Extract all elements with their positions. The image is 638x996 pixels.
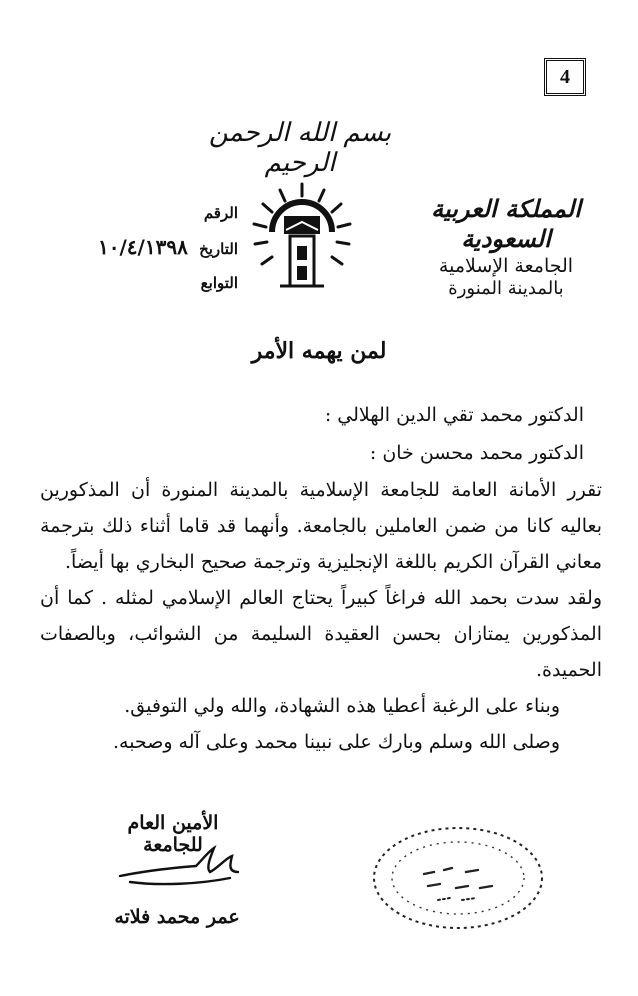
page-number-box	[544, 58, 586, 96]
reference-label: الرقم	[203, 204, 238, 222]
date-label: التاريخ	[199, 240, 238, 258]
date-value: ١٠/٤/١٣٩٨	[98, 235, 188, 259]
reference-block	[48, 196, 238, 300]
signatory-name: عمر محمد فلاته	[114, 906, 240, 928]
letterhead	[406, 194, 606, 300]
paragraph-2: ولقد سدت بحمد الله فراغاً كبيراً يحتاج العالم الإسلامي لمثله . كما أن المذكورين يمتازان بحسن العقيدة السليمة من الشوائب، وبالصفات الحميدة.	[40, 587, 602, 681]
letterhead-city: بالمدينة المنورة	[448, 278, 564, 299]
letterhead-university: الجامعة الإسلامية	[438, 255, 574, 277]
university-emblem-icon	[250, 180, 354, 292]
signatory-title: الأمين العام للجامعة	[127, 812, 219, 856]
letter-body	[40, 396, 602, 760]
official-seal-stamp	[368, 822, 548, 934]
addressee-2: الدكتور محمد محسن خان :	[369, 442, 584, 464]
salutation-heading: لمن يهمه الأمر	[251, 338, 387, 364]
attachments-label: التوابع	[200, 274, 238, 292]
date-row	[48, 230, 238, 266]
reference-row	[48, 196, 238, 230]
addressee-1: الدكتور محمد تقي الدين الهلالي :	[324, 404, 584, 426]
basmala: بسم الله الرحمن الرحيم	[208, 118, 392, 178]
letterhead-kingdom: المملكة العربية السعودية	[431, 194, 581, 253]
closing-line-2: وصلى الله وسلم وبارك على نبينا محمد وعلى آله وصحبه.	[112, 731, 560, 753]
handwritten-signature	[110, 842, 250, 890]
page-number: 4	[560, 65, 570, 88]
paragraph-1: تقرر الأمانة العامة للجامعة الإسلامية بالمدينة المنورة أن المذكورين بعاليه كانا من ضمن العاملين بالجامعة. وأنهما قد قاما أثناء ذلك بترجمة معاني القرآن الكريم باللغة الإنجليزية وترجمة صحيح البخاري بها أيضاً.	[40, 479, 602, 573]
closing-line-1: وبناء على الرغبة أعطيا هذه الشهادة، والله ولي التوفيق.	[124, 695, 560, 717]
attachments-row	[48, 266, 238, 300]
